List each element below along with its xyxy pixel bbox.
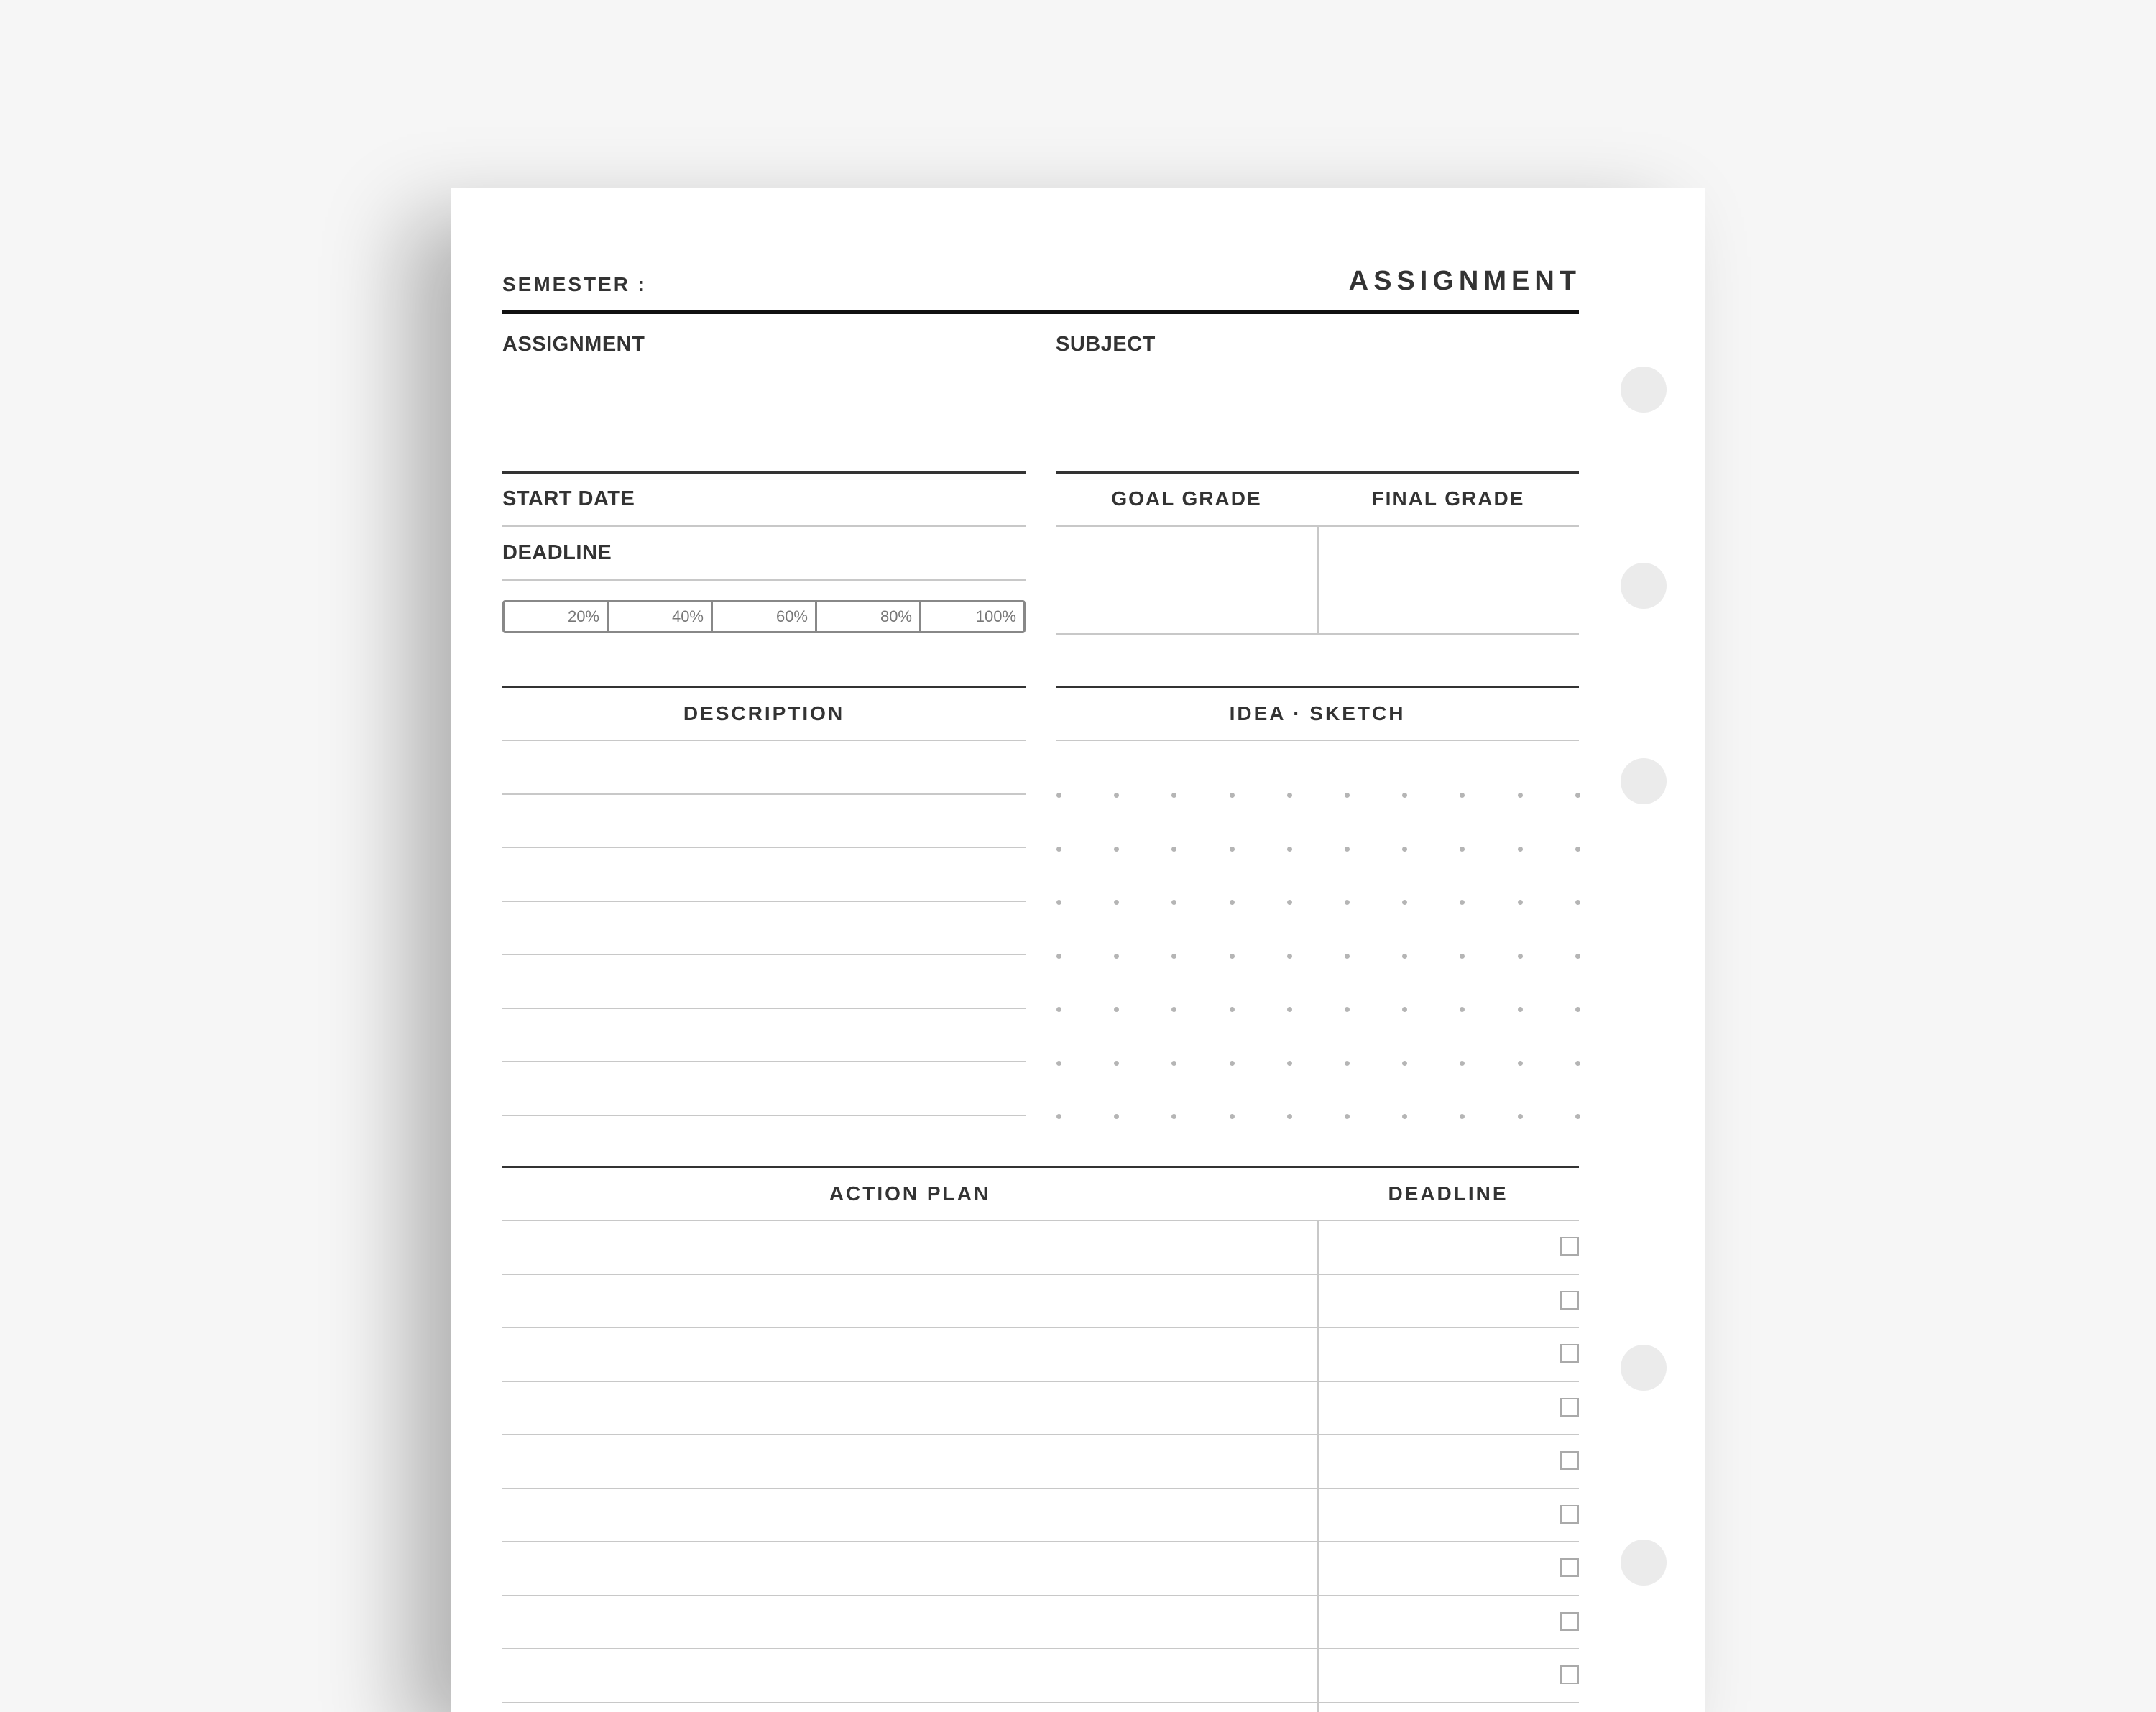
sketch-dot (1402, 1114, 1407, 1119)
sketch-dot (1575, 1114, 1580, 1119)
sketch-dot (1287, 954, 1292, 959)
header-rule (502, 310, 1579, 314)
sketch-dot (1114, 900, 1119, 905)
final-grade-field[interactable] (1319, 528, 1579, 634)
sketch-dot (1518, 954, 1523, 959)
description-line (502, 901, 1026, 902)
sketch-dot (1056, 954, 1061, 959)
grade-rule (1056, 471, 1579, 474)
action-deadline-field[interactable] (1320, 1597, 1536, 1647)
sketch-dot (1402, 847, 1407, 852)
action-plan-line (502, 1595, 1579, 1596)
sketch-dot (1518, 793, 1523, 798)
action-deadline-field[interactable] (1320, 1650, 1536, 1700)
checkbox-icon[interactable] (1560, 1451, 1579, 1470)
sketch-dot (1345, 900, 1350, 905)
final-grade-label: FINAL GRADE (1371, 487, 1525, 510)
sketch-dot (1056, 793, 1061, 798)
grade-bottom-rule (1056, 633, 1579, 635)
deadline-label: DEADLINE (502, 541, 612, 564)
punch-hole-icon (1621, 758, 1667, 804)
sketch-dot (1575, 1007, 1580, 1012)
action-item-field[interactable] (502, 1383, 1314, 1432)
punch-hole-icon (1621, 367, 1667, 413)
sketch-dot (1345, 1061, 1350, 1066)
sketch-dot (1460, 1007, 1465, 1012)
sketch-dot (1230, 1007, 1235, 1012)
action-item-field[interactable] (502, 1436, 1314, 1486)
sketch-dot (1518, 847, 1523, 852)
action-item-field[interactable] (502, 1490, 1314, 1540)
action-plan-divider (1317, 1221, 1319, 1712)
description-line (502, 1115, 1026, 1116)
sketch-dot (1287, 1007, 1292, 1012)
action-plan-line (502, 1541, 1579, 1542)
description-top-rule (502, 686, 1026, 688)
sketch-dot (1056, 1007, 1061, 1012)
sketch-dot (1518, 1061, 1523, 1066)
idea-top-rule (1056, 686, 1579, 688)
sketch-dot (1460, 847, 1465, 852)
sketch-dot (1287, 900, 1292, 905)
progress-step[interactable]: 80% (817, 602, 921, 631)
sketch-dot (1402, 954, 1407, 959)
progress-step[interactable]: 40% (609, 602, 713, 631)
sketch-dot (1460, 1114, 1465, 1119)
description-heading: DESCRIPTION (683, 702, 845, 724)
subject-field[interactable] (1056, 361, 1579, 443)
action-deadline-field[interactable] (1320, 1383, 1536, 1432)
action-item-field[interactable] (502, 1222, 1314, 1271)
sketch-dot (1287, 1114, 1292, 1119)
sketch-dot (1575, 793, 1580, 798)
sketch-dot (1230, 793, 1235, 798)
start-date-label: START DATE (502, 487, 635, 510)
idea-sketch-heading: IDEA · SKETCH (1229, 702, 1406, 724)
action-deadline-field[interactable] (1320, 1436, 1536, 1486)
sketch-dot (1056, 1114, 1061, 1119)
goal-grade-label: GOAL GRADE (1111, 487, 1262, 510)
checkbox-icon[interactable] (1560, 1665, 1579, 1684)
description-line (502, 1061, 1026, 1062)
deadline-bottom-rule (502, 579, 1026, 581)
punch-hole-icon (1621, 1345, 1667, 1391)
sketch-dot (1402, 793, 1407, 798)
sketch-dot (1230, 1061, 1235, 1066)
sketch-dot (1460, 1061, 1465, 1066)
sketch-dot (1460, 900, 1465, 905)
checkbox-icon[interactable] (1560, 1398, 1579, 1417)
progress-step[interactable]: 60% (713, 602, 817, 631)
progress-bar (502, 600, 1026, 633)
sketch-dot (1171, 1007, 1176, 1012)
checkbox-icon[interactable] (1560, 1612, 1579, 1631)
action-plan-line (502, 1274, 1579, 1275)
sketch-dot (1575, 1061, 1580, 1066)
sketch-dot (1230, 847, 1235, 852)
action-deadline-field[interactable] (1320, 1329, 1536, 1379)
semester-label: SEMESTER : (502, 273, 648, 295)
sketch-dot (1171, 900, 1176, 905)
action-item-field[interactable] (502, 1329, 1314, 1379)
idea-header-rule (1056, 740, 1579, 741)
action-deadline-field[interactable] (1320, 1490, 1536, 1540)
description-header-rule (502, 740, 1026, 741)
sketch-dot (1460, 954, 1465, 959)
sketch-dot (1114, 1007, 1119, 1012)
checkbox-icon[interactable] (1560, 1344, 1579, 1363)
sketch-dot (1171, 1114, 1176, 1119)
sketch-dot (1518, 1007, 1523, 1012)
sketch-dot (1171, 1061, 1176, 1066)
description-line (502, 954, 1026, 955)
sketch-dot (1114, 1114, 1119, 1119)
subject-label: SUBJECT (1056, 333, 1156, 356)
sketch-dot (1345, 793, 1350, 798)
sketch-dot (1575, 900, 1580, 905)
sketch-dot (1230, 900, 1235, 905)
sketch-dot (1114, 954, 1119, 959)
page-title: ASSIGNMENT (1348, 266, 1581, 296)
sketch-dot (1230, 954, 1235, 959)
action-plan-line (502, 1434, 1579, 1435)
sketch-dot (1518, 1114, 1523, 1119)
sketch-dot (1287, 1061, 1292, 1066)
action-item-field[interactable] (502, 1276, 1314, 1325)
sketch-dot (1056, 900, 1061, 905)
assignment-field[interactable] (502, 361, 1026, 443)
description-line (502, 793, 1026, 795)
description-line (502, 1008, 1026, 1009)
sketch-dot (1345, 1007, 1350, 1012)
progress-step[interactable]: 20% (505, 602, 609, 631)
sketch-dot (1171, 954, 1176, 959)
action-plan-line (502, 1488, 1579, 1489)
action-deadline-heading: DEADLINE (1388, 1182, 1508, 1205)
action-item-field[interactable] (502, 1597, 1314, 1647)
action-plan-line (502, 1327, 1579, 1328)
action-deadline-field[interactable] (1320, 1543, 1536, 1593)
sketch-dot (1056, 1061, 1061, 1066)
action-plan-line (502, 1648, 1579, 1649)
sketch-dot (1345, 847, 1350, 852)
action-plan-heading: ACTION PLAN (829, 1182, 991, 1205)
action-plan-line (502, 1381, 1579, 1382)
action-plan-top-rule (502, 1166, 1579, 1168)
start-date-bottom-rule (502, 525, 1026, 527)
checkbox-icon[interactable] (1560, 1505, 1579, 1524)
action-deadline-field[interactable] (1320, 1276, 1536, 1325)
sketch-dot (1402, 1007, 1407, 1012)
action-deadline-field[interactable] (1320, 1222, 1536, 1271)
start-date-field[interactable] (666, 474, 1026, 525)
sketch-dot (1345, 1114, 1350, 1119)
checkbox-icon[interactable] (1560, 1291, 1579, 1310)
sketch-dot (1345, 954, 1350, 959)
sketch-dot (1171, 847, 1176, 852)
sketch-dot (1114, 1061, 1119, 1066)
sketch-dot (1114, 847, 1119, 852)
goal-grade-field[interactable] (1056, 528, 1316, 634)
sketch-dot (1402, 900, 1407, 905)
sketch-dot (1171, 793, 1176, 798)
checkbox-icon[interactable] (1560, 1237, 1579, 1256)
sketch-dot (1114, 793, 1119, 798)
sketch-dot (1287, 793, 1292, 798)
sketch-dot (1287, 847, 1292, 852)
description-line (502, 847, 1026, 848)
punch-hole-icon (1621, 1540, 1667, 1586)
sketch-dot (1460, 793, 1465, 798)
action-plan-header-rule (502, 1220, 1579, 1221)
action-item-field[interactable] (502, 1543, 1314, 1593)
sketch-dot (1518, 900, 1523, 905)
sketch-dot (1575, 847, 1580, 852)
punch-hole-icon (1621, 563, 1667, 609)
sketch-dot (1056, 847, 1061, 852)
assignment-label: ASSIGNMENT (502, 333, 645, 356)
sketch-dot (1575, 954, 1580, 959)
sketch-dot (1402, 1061, 1407, 1066)
action-plan-line (502, 1702, 1579, 1703)
planner-page (451, 188, 1705, 1712)
progress-step[interactable]: 100% (975, 607, 1016, 625)
action-item-field[interactable] (502, 1650, 1314, 1700)
start-date-rule (502, 471, 1026, 474)
deadline-field[interactable] (666, 528, 1026, 579)
sketch-dot (1230, 1114, 1235, 1119)
checkbox-icon[interactable] (1560, 1558, 1579, 1577)
